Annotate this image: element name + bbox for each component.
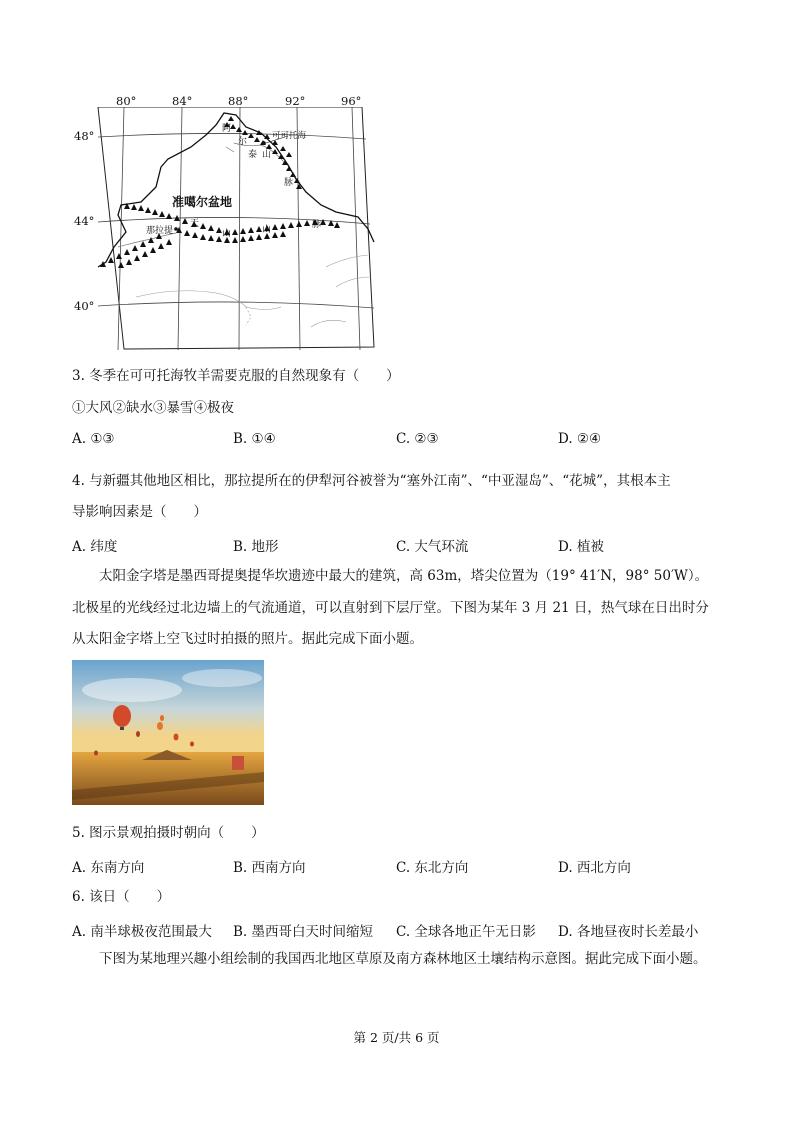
q5-stem: 5. 图示景观拍摄时朝向（ ） [72, 825, 265, 841]
altai-char-2: 尔 [238, 137, 248, 147]
q3-option-c[interactable]: C. ②③ [396, 431, 439, 447]
q4-option-d[interactable]: D. 植被 [558, 539, 604, 555]
tianshan-char-3: 山 [262, 225, 272, 235]
nalati-marker [174, 227, 178, 231]
lat-label-40: 40° [74, 299, 95, 313]
q4-option-b[interactable]: B. 地形 [233, 539, 279, 555]
q4-stem-line1: 4. 与新疆其他地区相比，那拉提所在的伊犁河谷被誉为“塞外江南”、“中亚湿岛”、“花城”，其根本主 [72, 473, 671, 489]
q4-option-c[interactable]: C. 大气环流 [396, 539, 469, 555]
q4-option-a[interactable]: A. 纬度 [72, 539, 118, 555]
river-dashed [246, 307, 251, 325]
lat-label-48: 48° [74, 129, 95, 143]
q6-option-c[interactable]: C. 全球各地正午无日影 [396, 924, 536, 940]
passage1-line1: 太阳金字塔是墨西哥提奥提华坎遗迹中最大的建筑，高 63m，塔尖位置为（19° 41′N，98° 50′W）。 [72, 568, 709, 584]
q5-option-a[interactable]: A. 东南方向 [72, 860, 145, 876]
tianshan-mountains [100, 203, 340, 268]
tianshan-char-2: 山 [222, 229, 232, 239]
lon-label-80: 80° [116, 94, 137, 108]
altai-char-1: 阿 [222, 124, 232, 134]
photo-svg [72, 660, 264, 805]
meridian-80 [118, 107, 124, 350]
q6-option-a[interactable]: A. 南半球极夜范围最大 [72, 924, 212, 940]
q5-option-d[interactable]: D. 西北方向 [558, 860, 631, 876]
outer-borders [311, 255, 371, 327]
river-tarim [136, 291, 281, 310]
nalati-label: 那拉提 [146, 226, 174, 236]
tianshan-char-1: 天 [190, 219, 200, 229]
parallel-44 [98, 217, 370, 224]
q3-items: ①大风②缺水③暴雪④极夜 [72, 400, 234, 416]
altai-char-4: 山 [262, 150, 272, 160]
q5-option-c[interactable]: C. 东北方向 [396, 860, 469, 876]
altai-char-3: 泰 [248, 150, 258, 160]
keketuohai-label: 可可托海 [272, 131, 307, 141]
meridian-96 [352, 107, 360, 350]
q3-option-b[interactable]: B. ①④ [233, 431, 276, 447]
altai-char-5: 脉 [284, 178, 294, 188]
passage1-line3: 从太阳金字塔上空飞过时拍摄的照片。据此完成下面小题。 [72, 631, 423, 647]
lat-label-44: 44° [74, 214, 95, 228]
q4-stem-line2: 导影响因素是（ ） [72, 504, 207, 520]
lon-label-84: 84° [172, 94, 193, 108]
q6-stem: 6. 该日（ ） [72, 889, 171, 905]
border-line [98, 113, 374, 267]
hot-air-balloon-photo [72, 660, 264, 805]
lon-label-88: 88° [228, 94, 249, 108]
passage1-line2: 北极星的光线经过北边墙上的气流通道，可以直射到下层厅堂。下图为某年 3 月 21 日，热气球在日出时分 [72, 600, 709, 616]
keketuohai-marker [262, 141, 266, 145]
parallel-40 [98, 302, 374, 308]
passage2: 下图为某地理兴趣小组绘制的我国西北地区草原及南方森林地区土壤结构示意图。据此完成下面小题。 [72, 951, 707, 967]
q3-stem: 3. 冬季在可可托海牧羊需要克服的自然现象有（ ） [72, 368, 400, 384]
xinjiang-map [96, 107, 376, 350]
parallel-48 [98, 133, 366, 139]
basin-label: 准噶尔盆地 [172, 195, 233, 209]
q3-option-d[interactable]: D. ②④ [558, 431, 602, 447]
map-svg [96, 107, 376, 350]
lon-label-92: 92° [285, 94, 306, 108]
page-footer: 第 2 页/共 6 页 [353, 1030, 440, 1045]
q6-option-b[interactable]: B. 墨西哥白天时间缩短 [233, 924, 374, 940]
river-lake [226, 147, 234, 152]
tianshan-char-4: 脉 [312, 220, 322, 230]
lon-label-96: 96° [341, 94, 362, 108]
q6-option-d[interactable]: D. 各地昼夜时长差最小 [558, 924, 699, 940]
q3-option-a[interactable]: A. ①③ [72, 431, 115, 447]
q5-option-b[interactable]: B. 西南方向 [233, 860, 306, 876]
